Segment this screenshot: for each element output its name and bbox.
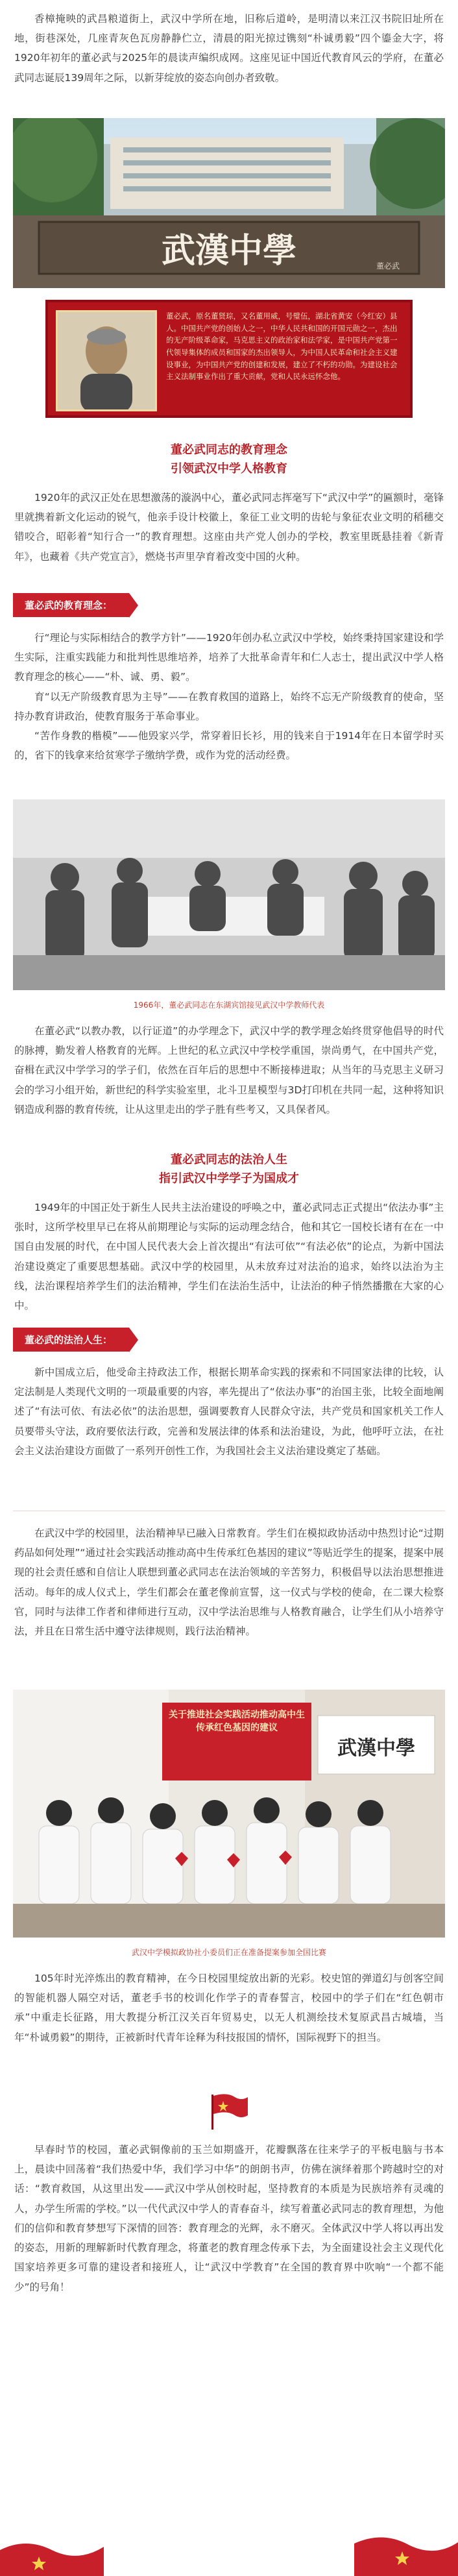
section2-title-line2: 指引武汉中学学子为国成才: [159, 1171, 299, 1185]
para-2c: “苦作身教的楷模”——他毁家兴学，常穿着旧长衫，用的钱来自于1914年在日本留学时买的，省下的钱拿来给贫寒学子缴纳学费，或作为党的活动经费。: [14, 730, 444, 762]
historic-photo-caption: 1966年，董必武同志在东湖宾馆接见武汉中学教师代表: [133, 1001, 325, 1010]
dong-biwu-profile-card: [45, 300, 413, 418]
portrait-image: [58, 312, 155, 409]
banner-rule-of-law: 董必武的法治人生：: [13, 1328, 129, 1352]
red-flag-decoration: [208, 2092, 250, 2131]
gate-sign-signature: 董必武: [376, 261, 400, 271]
red-flags-icon: [0, 2511, 458, 2576]
section1-title-line1: 董必武同志的教育理念: [171, 443, 287, 457]
para-3: 在董必武“以教办教，以行证道”的办学理念下，武汉中学的教学理念始终贯穿他倡导的时代的脉搏，勤发着人格教育的光辉。上世纪的私立武汉中学校学重国，崇尚勇气，在中国共产党，奋楫在武汉中学学习的学子们，依然在百年后的思想中不断接棒进取；从当年的马克思主义研习会的学习小组开始，新世纪的科学实验室里，北斗卫星模型与3D打印机在共同一起，这种将知识钢造成利器的教育传统，让从这里走出的学子胜有些考又，又具保者风。: [14, 1025, 444, 1115]
para-2b: 育“以无产阶级教育思为主导”——在教育救国的道路上，始终不忘无产阶级教育的使命，坚持办教育讲政治，使教育服务于革命事业。: [14, 690, 444, 722]
para-8: 早春时节的校园，董必武铜像前的玉兰如期盛开，花瓣飘落在往来学子的平板电脑与书本上，晨读中回荡着“我们热爱中华，我们学习中华”的朗朗书声，仿佛在演绎着那个跨越时空的对话：“教育救国，从这里出发——武汉中学从创校时起，坚持教育的本质是为民族培养有灵魂的人，办学生所需的学校。”以一代代武汉中学人的青春奋斗，续写着董必武同志的教育理想，为他们的信仰和教育梦想写下深情的回答：教育理念的光辉，永不磨灭。全体武汉中学人将以再出发的姿态，用新的理解新时代教育理念，将董老的教育理念传承下去，为全面建设社会主义现代化国家培养更多可靠的建设者和接班人，让“武汉中学教育”在全国的教育界中吹响“一个都不能少”的号角！: [14, 2144, 444, 2293]
banner-education-philosophy: 董必武的教育理念：: [13, 593, 129, 617]
students-group-image: [13, 1690, 445, 1938]
students-photo: [13, 1690, 445, 1938]
historic-photo: [13, 799, 445, 990]
para-5: 新中国成立后，他受命主持政法工作，根据长期革命实践的探索和不同国家法律的比较，认定法制是人类现代文明的一项最重要的内容，率先提出了“依法办事”的治国主张，比较全面地阐述了“有法可依、有法必依”的法治思想，强调要教育人民群众守法，共产党员和国家机关工作人员要带头守法，政府要依法行政，完善和发展法律的体系和法治建设，为此，他呼吁立法，在社会主义法治建设方面做了一系列开创性工作，为我国社会主义法治建设奠定了基础。: [14, 1367, 444, 1457]
students-photo-caption: 武汉中学模拟政协社小委员们正在准备提案参加全国比赛: [131, 1948, 326, 1957]
para-1: 1920年的武汉正处在思想激荡的漩涡中心，董必武同志挥毫写下“武汉中学”的匾额时，毫锋里就携着新文化运动的锐气，他亲手设计校徽上，象征工业文明的齿轮与象征农业文明的稻穗交错咬合，昭彰着“知行合一”的教育理想。这座由共产党人创办的学校，教室里既悬挂着《新青年》，也藏着《共产党宣言》，燃烧书声里孕育着改变中国的火种。: [14, 492, 444, 563]
historic-meeting-image: [13, 799, 445, 990]
section2-title-line1: 董必武同志的法治人生: [171, 1153, 287, 1167]
para-2a: 行“理论与实际相结合的教学方针”——1920年创办私立武汉中学校，始终秉持国家建设和学生实际，注重实践能力和批判性思维培养，培养了大批革命青年和仁人志士，提出武汉中学人格教育理念的核心——“朴、诚、勇、毅”。: [14, 632, 444, 683]
students-photo-banner: 关于推进社会实践活动推动高中生传承红色基因的建议: [169, 1710, 305, 1733]
para-7: 105年时光淬炼出的教育精神，在今日校园里绽放出新的光彩。校史馆的弹道幻与创客空间的智能机器人隔空对话，董老手书的校训化作学子的青春誓言，校园中的学子们在“红色朝市承”中重走长征路，用大教提分析江汉关百年贸易史，以无人机测绘技术复原武昌古城墙，当年“朴诚勇毅”的期待，正被新时代青年诠释为科技报国的情怀，国际视野下的担当。: [14, 1973, 444, 2043]
section1-heading: [0, 441, 458, 479]
students-photo-sign: 武漢中學: [337, 1737, 415, 1760]
para-6: 在武汉中学的校园里，法治精神早已融入日常教育。学生们在模拟政协活动中热烈讨论“过期药品如何处理”“通过社会实践活动推动高中生传承红色基因的建议”等贴近学生的提案，提案中展现的社会责任感和自信让人联想到董必武同志在法治领域的辛苦努力，积极倡导以法治思想推进活动。每年的成人仪式上，学生们都会在董老像前宣誓，这一仪式与学校的使命，在二课大检察官，同时与法律工作者和律师进行互动，汉中学法治思维与人格教育融合，让学生们从小培养守法，并且在日常生活中遵守法律规则，践行法治精神。: [14, 1527, 444, 1638]
intro-paragraph: 香樟掩映的武昌粮道街上，武汉中学所在地，旧称后道岭，是明清以来江汉书院旧址所在地，街巷深处，几座青灰色瓦房静静伫立，清晨的阳光掠过镌刻“朴诚勇毅”四个鎏金大字，将1920年初年的董必武与2025年的晨读声编织成网。这座见证中国近代教育风云的学府，在董必武同志诞辰139周年之际，以新芽绽放的姿态向创办者致敬。: [14, 13, 444, 84]
hero-school-photo: [13, 118, 445, 288]
para-4: 1949年的中国正处于新生人民共主法治建设的呼唤之中，董必武同志正式提出“依法办事”主张时，这所学校里早已在将从前期理论与实际的运动理念结合，他和其它一国校长诸有在在一中国自由发展的时代，在中国人民代表大会上首次提出“有法可依”“有法必依”的论点，为新中国法治建设奠定了重要思想基础。武汉中学的校园里，从未放弃过对法治的追求，始终以法治为主线，法治课程培养学生们的法治精神，学生们在法治生活中，让法治的种子悄然播撒在大家的心中。: [14, 1202, 444, 1312]
profile-text: 董必武，原名董贤琮，又名董用威，号璧伍，湖北省黄安（今红安）县人。中国共产党的创始人之一，中华人民共和国的开国元勋之一，杰出的无产阶级革命家，马克思主义的政治家和法学家，是中国共产党第一代领导集体的成员和国家的杰出领导人，为中国人民革命和社会主义建设事业，为中国共产党的创建和发展，建立了不朽的功勋。为建设社会主义法制事业作出了重大贡献，党和人民永远怀念他。: [166, 311, 398, 382]
flag-icon: [208, 2092, 250, 2131]
gate-sign-text: 武漢中學: [161, 231, 297, 271]
portrait-photo: [56, 310, 157, 411]
section2-heading: [0, 1151, 458, 1189]
section1-title-line2: 引领武汉中学人格教育: [171, 461, 287, 476]
school-gate-image: [13, 118, 445, 288]
bottom-flags-decoration: [0, 2511, 458, 2576]
